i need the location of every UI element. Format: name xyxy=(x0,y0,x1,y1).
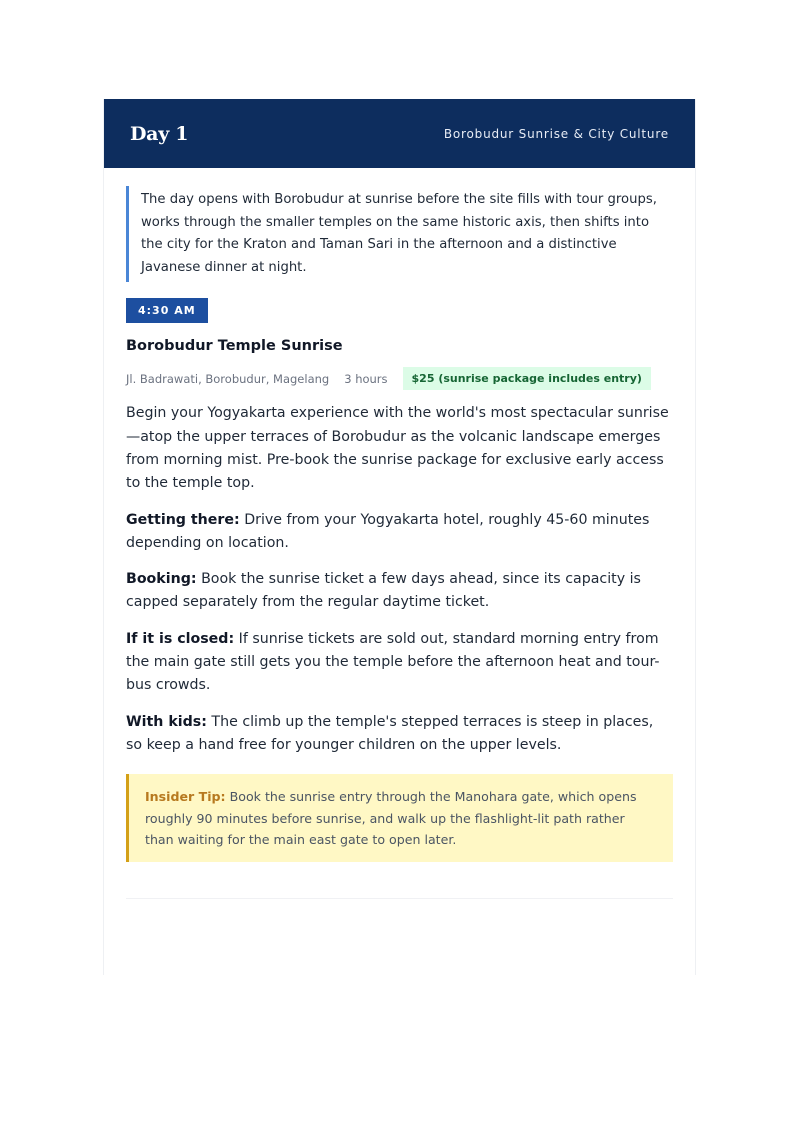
activity-duration: 3 hours xyxy=(344,371,388,386)
price-badge: $25 (sunrise package includes entry) xyxy=(403,367,651,390)
getting-there-label: Getting there: xyxy=(126,511,240,528)
activity-description: Begin your Yogyakarta experience with the world's most spectacular sunrise—atop the upper terraces of Borobudur as the volcanic landscape emerges from morning mist. Pre-book the sunrise package for exclusive early access to the temple top. xyxy=(126,405,669,492)
booking-paragraph xyxy=(126,568,673,615)
getting-there-paragraph xyxy=(126,509,673,556)
insider-tip-text: Book the sunrise entry through the Manohara gate, which opens roughly 90 minutes before sunrise, and walk up the flashlight-lit path rather than waiting for the main east gate to open later. xyxy=(145,789,637,848)
kids-label: With kids: xyxy=(126,713,207,730)
day-header xyxy=(104,99,695,168)
day-card xyxy=(103,99,696,975)
closed-paragraph xyxy=(126,628,673,698)
section-divider xyxy=(126,898,673,899)
closed-label: If it is closed: xyxy=(126,630,235,647)
day-title: Day 1 xyxy=(130,122,189,145)
day-subtitle: Borobudur Sunrise & City Culture xyxy=(443,126,669,141)
insider-tip xyxy=(126,774,673,862)
insider-tip-label: Insider Tip: xyxy=(145,789,226,805)
kids-text: The climb up the temple's stepped terraces is steep in places, so keep a hand free for younger children on the upper levels. xyxy=(126,713,654,753)
time-badge: 4:30 AM xyxy=(126,298,208,323)
booking-text: Book the sunrise ticket a few days ahead, since its capacity is capped separately from the regular daytime ticket. xyxy=(126,571,641,611)
activity-address: Jl. Badrawati, Borobudur, Magelang xyxy=(126,371,330,386)
day-intro: The day opens with Borobudur at sunrise before the site fills with tour groups, works through the smaller temples on the same historic axis, then shifts into the city for the Kraton and Taman Sari in the afternoon and a distinctive Javanese dinner at night. xyxy=(126,186,673,282)
activity-title: Borobudur Temple Sunrise xyxy=(126,338,343,355)
closed-text: If sunrise tickets are sold out, standard morning entry from the main gate still gets you the temple before the afternoon heat and tour-bus crowds. xyxy=(126,630,660,694)
booking-label: Booking: xyxy=(126,571,197,588)
activity-meta xyxy=(126,367,673,390)
getting-there-text: Drive from your Yogyakarta hotel, roughly 45-60 minutes depending on location. xyxy=(126,511,650,551)
activity xyxy=(126,282,673,862)
day-content xyxy=(104,168,695,899)
kids-paragraph xyxy=(126,711,673,758)
